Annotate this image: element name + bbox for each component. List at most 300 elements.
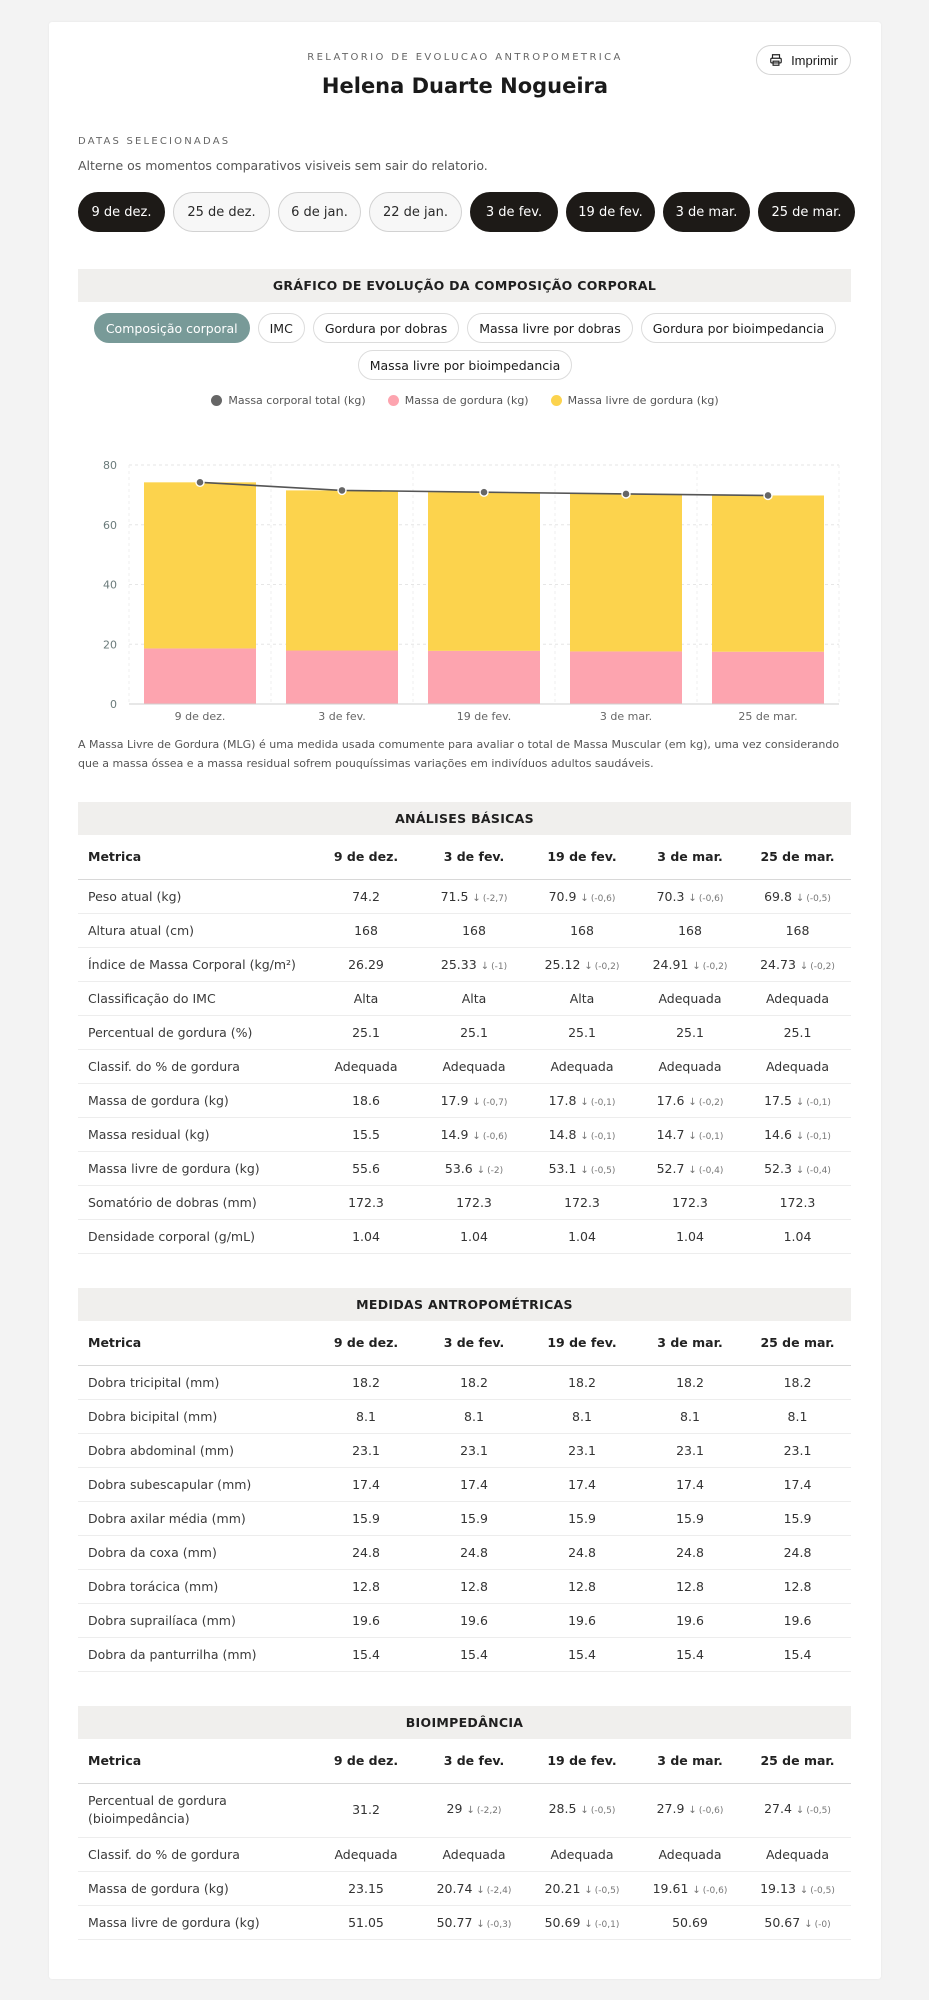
delta-value: (-0,1) [806, 1131, 831, 1142]
metric-value-cell [636, 1535, 744, 1569]
bio-heading: BIOIMPEDÂNCIA [78, 1706, 851, 1739]
metric-value-cell [744, 913, 851, 947]
metric-value-cell [420, 1467, 528, 1501]
table-row [78, 947, 851, 981]
metric-value: 15.4 [568, 1646, 596, 1662]
delta-value: (-0,2) [698, 1097, 724, 1108]
metric-value: 1.04 [676, 1228, 704, 1244]
delta-value: (-0,2) [810, 961, 835, 972]
date-chip[interactable]: 25 de mar. [758, 192, 855, 232]
metric-value-cell [528, 913, 636, 947]
metric-value-cell [312, 1083, 420, 1117]
date-chip[interactable]: 19 de fev. [566, 192, 655, 232]
delta-value: (-0,4) [698, 1165, 724, 1176]
metric-value-cell [420, 1535, 528, 1569]
metric-label: Dobra da coxa (mm) [78, 1535, 312, 1569]
metric-value-cell [744, 1783, 851, 1837]
table-row [78, 1433, 851, 1467]
column-header: 19 de fev. [528, 1321, 636, 1365]
metric-value: 172.3 [348, 1194, 384, 1210]
metric-value-cell [528, 1049, 636, 1083]
column-header: 25 de mar. [744, 1321, 851, 1365]
arrow-down-icon: ↓ [688, 1805, 697, 1816]
metric-value-cell [636, 1015, 744, 1049]
metric-value-cell [528, 947, 636, 981]
delta-value: (-0,5) [590, 1806, 616, 1816]
metric-value: 168 [785, 922, 810, 938]
metric-value-cell [312, 1433, 420, 1467]
metric-value-cell [744, 1365, 851, 1399]
delta-value: (-0,3) [486, 1919, 512, 1930]
table-row [78, 1151, 851, 1185]
metric-value-cell [312, 1015, 420, 1049]
metric-value: 18.2 [568, 1374, 596, 1390]
metric-value-cell [636, 1905, 744, 1939]
chart-tab[interactable]: IMC [258, 313, 305, 343]
metric-value-cell [744, 1399, 851, 1433]
metric-value: 70.9 [548, 888, 577, 904]
column-header: 25 de mar. [744, 1739, 851, 1783]
metric-value: 20.74 [436, 1880, 473, 1896]
delta-value: (-0,6) [702, 1885, 728, 1896]
metric-value-cell [420, 1083, 528, 1117]
print-label: Imprimir [791, 52, 838, 68]
metric-value: 172.3 [564, 1194, 600, 1210]
metric-label: Somatório de dobras (mm) [78, 1185, 312, 1219]
metric-label: Classif. do % de gordura [78, 1837, 312, 1871]
delta-value: (-2,2) [476, 1806, 502, 1816]
metric-value-cell [744, 1219, 851, 1253]
metric-value-cell [636, 1117, 744, 1151]
metric-value: Adequada [550, 1058, 614, 1074]
metric-label: Dobra subescapular (mm) [78, 1467, 312, 1501]
metric-value: 15.4 [783, 1646, 812, 1662]
column-header: 3 de mar. [636, 1321, 744, 1365]
metric-value: Alta [353, 990, 379, 1006]
metric-value: 23.1 [460, 1442, 488, 1458]
metric-value: 53.1 [548, 1160, 577, 1176]
metric-value: 19.6 [568, 1612, 596, 1628]
date-chip[interactable]: 6 de jan. [278, 192, 361, 232]
arrow-down-icon: ↓ [476, 1884, 485, 1896]
composition-chart [49, 432, 881, 732]
chart-tabs-row-1 [49, 313, 881, 343]
table-row [78, 1365, 851, 1399]
metric-value-cell [528, 1365, 636, 1399]
metric-value-cell [312, 1151, 420, 1185]
metric-value-cell [528, 981, 636, 1015]
bar-fat-free-mass [570, 494, 682, 651]
table-row [78, 1837, 851, 1871]
metric-value-cell [312, 1219, 420, 1253]
metric-value-cell [744, 1569, 851, 1603]
x-tick-label: 3 de mar. [599, 710, 653, 723]
metric-value: 18.2 [460, 1374, 488, 1390]
metric-value: 17.4 [783, 1476, 812, 1492]
metric-value: 50.77 [436, 1914, 473, 1930]
metric-value: 19.6 [460, 1612, 488, 1628]
metric-value-cell [312, 1117, 420, 1151]
metric-value: Alta [461, 990, 487, 1006]
report-eyebrow: RELATORIO DE EVOLUCAO ANTROPOMETRICA [307, 52, 623, 63]
metric-value: 17.4 [352, 1476, 380, 1492]
metric-value-cell [636, 1501, 744, 1535]
metric-label: Classificação do IMC [78, 981, 312, 1015]
metric-value: 52.3 [764, 1160, 792, 1176]
metric-value: 74.2 [352, 888, 380, 904]
metric-value: 17.4 [460, 1476, 488, 1492]
metric-value-cell [312, 1603, 420, 1637]
metric-value: 23.1 [676, 1442, 704, 1458]
metric-value: 15.9 [568, 1510, 596, 1526]
metric-value-cell [744, 1535, 851, 1569]
metric-value-cell [420, 1015, 528, 1049]
metric-value: 51.05 [348, 1914, 384, 1930]
metric-value: 15.9 [460, 1510, 488, 1526]
chart-tab[interactable]: Massa livre por dobras [467, 313, 633, 343]
table-row [78, 1905, 851, 1939]
metric-value: Adequada [334, 1058, 398, 1074]
metric-label: Dobra axilar média (mm) [78, 1501, 312, 1535]
arrow-down-icon: ↓ [688, 1130, 697, 1142]
metric-value: 24.8 [676, 1544, 704, 1560]
arrow-down-icon: ↓ [580, 1805, 589, 1816]
metric-value-cell [312, 1365, 420, 1399]
column-header: 9 de dez. [312, 1739, 420, 1783]
metric-value: 15.9 [676, 1510, 704, 1526]
arrow-down-icon: ↓ [804, 1918, 813, 1930]
metric-value: 31.2 [352, 1802, 380, 1817]
metric-value-cell [744, 1871, 851, 1905]
metric-value-cell [312, 981, 420, 1015]
metric-value-cell [744, 1501, 851, 1535]
metric-value: 15.4 [460, 1646, 488, 1662]
metric-value-cell [420, 879, 528, 913]
metric-value: 168 [570, 922, 594, 938]
arrow-down-icon: ↓ [580, 892, 589, 904]
table-row [78, 1535, 851, 1569]
column-header: 3 de fev. [420, 1321, 528, 1365]
metric-label: Massa de gordura (kg) [78, 1083, 312, 1117]
delta-value: (-0,5) [594, 1885, 620, 1896]
metric-value-cell [528, 1871, 636, 1905]
metric-value: 8.1 [680, 1408, 700, 1424]
metric-value-cell [420, 1049, 528, 1083]
metric-value: 26.29 [348, 956, 384, 972]
metric-value: 24.73 [760, 956, 796, 972]
metric-value: 17.4 [676, 1476, 704, 1492]
metric-value: Adequada [765, 990, 830, 1006]
x-tick-label: 3 de fev. [318, 710, 366, 723]
arrow-down-icon: ↓ [688, 892, 697, 904]
metric-value: Adequada [442, 1846, 506, 1862]
legend-swatch [388, 395, 399, 406]
metric-value: 53.6 [444, 1160, 473, 1176]
metric-value: 23.1 [352, 1442, 380, 1458]
metric-value: 12.8 [568, 1578, 596, 1594]
arrow-down-icon: ↓ [688, 1164, 697, 1176]
metric-value-cell [636, 1569, 744, 1603]
basic-table [78, 835, 851, 1254]
table-row [78, 1185, 851, 1219]
arrow-down-icon: ↓ [795, 892, 805, 904]
metric-value: 24.8 [568, 1544, 596, 1560]
metric-value-cell [528, 1433, 636, 1467]
arrow-down-icon: ↓ [795, 1805, 805, 1816]
metric-value-cell [528, 1837, 636, 1871]
metric-value-cell [420, 1219, 528, 1253]
metric-label: Dobra torácica (mm) [78, 1569, 312, 1603]
bar-fat-mass [144, 648, 256, 704]
metric-value: 55.6 [352, 1160, 380, 1176]
table-row [78, 1783, 851, 1837]
legend-label: Massa de gordura (kg) [404, 394, 529, 407]
metric-value-cell [744, 1185, 851, 1219]
metric-label: Massa livre de gordura (kg) [78, 1905, 312, 1939]
metric-value-cell [636, 1637, 744, 1671]
y-tick-label: 80 [103, 459, 117, 472]
date-chip[interactable]: 9 de dez. [78, 192, 165, 232]
chart-legend [49, 394, 881, 407]
metric-value: 18.2 [352, 1374, 380, 1390]
metric-value-cell [636, 913, 744, 947]
metric-value: 20.21 [544, 1880, 581, 1896]
metric-value-cell [420, 1871, 528, 1905]
metric-value: 24.8 [783, 1544, 812, 1560]
arrow-down-icon: ↓ [584, 1884, 593, 1896]
metric-value-cell [420, 1365, 528, 1399]
metric-value: 12.8 [676, 1578, 704, 1594]
metric-value: 19.6 [352, 1612, 380, 1628]
metric-value: 50.69 [672, 1914, 708, 1930]
metric-value-cell [528, 1185, 636, 1219]
metric-value: Adequada [765, 1846, 830, 1862]
arrow-down-icon: ↓ [480, 960, 490, 972]
delta-value: (-0,5) [806, 893, 831, 904]
table-row [78, 1049, 851, 1083]
bar-fat-free-mass [286, 490, 398, 650]
delta-value: (-0,2) [594, 961, 620, 972]
metric-value-cell [528, 1905, 636, 1939]
metric-value: 8.1 [787, 1408, 808, 1424]
metric-value-cell [636, 1603, 744, 1637]
metric-value: 23.1 [568, 1442, 596, 1458]
delta-value: (-0,6) [590, 893, 616, 904]
metric-label: Massa livre de gordura (kg) [78, 1151, 312, 1185]
metric-value-cell [312, 1399, 420, 1433]
metric-label: Dobra abdominal (mm) [78, 1433, 312, 1467]
total-mass-point [622, 490, 630, 498]
total-mass-point [338, 486, 346, 494]
delta-value: (-0,1) [590, 1097, 616, 1108]
metric-value: 52.7 [656, 1160, 685, 1176]
metric-value-cell [636, 1837, 744, 1871]
arrow-down-icon: ↓ [472, 1130, 481, 1142]
metric-value: 1.04 [352, 1228, 380, 1244]
metric-value: 17.6 [656, 1092, 685, 1108]
delta-value: (-0,6) [482, 1131, 508, 1142]
table-row [78, 1501, 851, 1535]
metric-value-cell [312, 1535, 420, 1569]
chart-tab[interactable]: Massa livre por bioimpedancia [358, 350, 573, 380]
chart-tab[interactable]: Composição corporal [94, 313, 250, 343]
metric-value-cell [636, 1083, 744, 1117]
metric-value-cell [420, 1603, 528, 1637]
metric-label: Dobra bicipital (mm) [78, 1399, 312, 1433]
metric-value: 50.67 [764, 1914, 801, 1930]
delta-value: (-0,1) [806, 1097, 831, 1108]
metric-value-cell [420, 1569, 528, 1603]
metric-value-cell [420, 1185, 528, 1219]
metric-value: 17.9 [440, 1092, 469, 1108]
y-tick-label: 40 [103, 578, 117, 592]
metric-value: 18.2 [783, 1374, 812, 1390]
metric-value: 71.5 [440, 888, 469, 904]
chart-tab[interactable]: Gordura por bioimpedancia [641, 313, 836, 343]
column-header: Metrica [78, 835, 312, 879]
metric-value: 25.1 [352, 1024, 380, 1040]
x-tick-label: 9 de dez. [174, 710, 226, 723]
report-card [49, 22, 881, 1979]
dates-description: Alterne os momentos comparativos visiveis sem sair do relatorio. [78, 158, 488, 173]
total-mass-point [764, 491, 772, 499]
metric-value-cell [420, 981, 528, 1015]
legend-item[interactable] [211, 394, 365, 407]
metric-value: 15.9 [352, 1510, 380, 1526]
metric-value: 15.9 [783, 1510, 812, 1526]
arrow-down-icon: ↓ [476, 1918, 485, 1930]
arrow-down-icon: ↓ [795, 1096, 805, 1108]
metric-value: 23.15 [348, 1880, 384, 1896]
chart-tab[interactable]: Gordura por dobras [313, 313, 459, 343]
total-mass-point [196, 478, 204, 486]
metric-value: 24.8 [352, 1544, 380, 1560]
metric-value-cell [744, 1151, 851, 1185]
metric-label: Classif. do % de gordura [78, 1049, 312, 1083]
anthro-heading: MEDIDAS ANTROPOMÉTRICAS [78, 1288, 851, 1321]
metric-value-cell [312, 1501, 420, 1535]
metric-label: Dobra tricipital (mm) [78, 1365, 312, 1399]
anthro-table [78, 1321, 851, 1672]
metric-value: 168 [678, 922, 702, 938]
metric-value-cell [312, 879, 420, 913]
metric-value-cell [528, 879, 636, 913]
basic-heading: ANÁLISES BÁSICAS [78, 802, 851, 835]
metric-value: 69.8 [764, 888, 792, 904]
date-chip[interactable]: 22 de jan. [369, 192, 462, 232]
metric-value-cell [420, 947, 528, 981]
metric-value-cell [312, 1185, 420, 1219]
metric-value-cell [312, 1569, 420, 1603]
metric-value-cell [528, 1535, 636, 1569]
metric-value-cell [312, 913, 420, 947]
metric-value: 25.33 [440, 956, 477, 972]
metric-value: 18.2 [676, 1374, 704, 1390]
date-chip[interactable]: 3 de fev. [470, 192, 558, 232]
metric-value-cell [744, 981, 851, 1015]
bio-table [78, 1739, 851, 1940]
arrow-down-icon: ↓ [795, 1164, 805, 1176]
column-header: 3 de fev. [420, 1739, 528, 1783]
metric-value: 25.12 [544, 956, 581, 972]
metric-value: 8.1 [464, 1408, 484, 1424]
delta-value: (-0,1) [590, 1131, 616, 1142]
metric-value-cell [420, 1117, 528, 1151]
metric-label: Índice de Massa Corporal (kg/m²) [78, 947, 312, 981]
column-header: 25 de mar. [744, 835, 851, 879]
metric-value: 172.3 [779, 1194, 816, 1210]
metric-value-cell [312, 1837, 420, 1871]
legend-label: Massa corporal total (kg) [228, 394, 366, 407]
legend-item[interactable] [388, 394, 529, 407]
arrow-down-icon: ↓ [584, 1918, 593, 1930]
metric-value: 1.04 [568, 1228, 596, 1244]
metric-value-cell [744, 947, 851, 981]
metric-value: 14.8 [548, 1126, 577, 1142]
metric-value-cell [528, 1569, 636, 1603]
delta-value: (-0,5) [590, 1165, 616, 1176]
metric-value: 25.1 [783, 1024, 812, 1040]
metric-value-cell [744, 1837, 851, 1871]
column-header: 9 de dez. [312, 1321, 420, 1365]
date-chip[interactable]: 25 de dez. [173, 192, 270, 232]
metric-label: Dobra da panturrilha (mm) [78, 1637, 312, 1671]
column-header: Metrica [78, 1739, 312, 1783]
arrow-down-icon: ↓ [799, 960, 809, 972]
arrow-down-icon: ↓ [472, 1096, 481, 1108]
metric-value: 19.13 [760, 1880, 796, 1896]
legend-label: Massa livre de gordura (kg) [567, 394, 719, 407]
total-mass-point [480, 488, 488, 496]
metric-label: Massa de gordura (kg) [78, 1871, 312, 1905]
metric-value: 15.4 [352, 1646, 380, 1662]
metric-value: 19.61 [652, 1880, 689, 1896]
metric-value: 24.8 [460, 1544, 488, 1560]
metric-value: 25.1 [460, 1024, 488, 1040]
bar-fat-free-mass [144, 482, 256, 648]
metric-value: 1.04 [460, 1228, 488, 1244]
y-tick-label: 20 [103, 638, 117, 652]
metric-value-cell [528, 1637, 636, 1671]
metric-value: Adequada [334, 1846, 398, 1862]
metric-value-cell [528, 1399, 636, 1433]
metric-value: Adequada [658, 1058, 722, 1074]
metric-value-cell [636, 1783, 744, 1837]
legend-item[interactable] [551, 394, 719, 407]
delta-value: (-0,6) [698, 893, 724, 904]
arrow-down-icon: ↓ [692, 1884, 701, 1896]
metric-value-cell [312, 1637, 420, 1671]
metric-value: 17.4 [568, 1476, 596, 1492]
legend-swatch [551, 395, 562, 406]
delta-value: (-0,1) [698, 1131, 724, 1142]
column-header: Metrica [78, 1321, 312, 1365]
metric-value-cell [744, 1083, 851, 1117]
metric-value: 15.5 [352, 1126, 380, 1142]
metric-value-cell [312, 1049, 420, 1083]
metric-label: Densidade corporal (g/mL) [78, 1219, 312, 1253]
metric-label: Percentual de gordura (%) [78, 1015, 312, 1049]
delta-value: (-0,7) [482, 1097, 508, 1108]
metric-value-cell [744, 1049, 851, 1083]
delta-value: (-2,4) [486, 1885, 512, 1896]
date-chip[interactable]: 3 de mar. [663, 192, 750, 232]
column-header: 19 de fev. [528, 1739, 636, 1783]
metric-value-cell [420, 1399, 528, 1433]
metric-label: Altura atual (cm) [78, 913, 312, 947]
arrow-down-icon: ↓ [580, 1164, 589, 1176]
metric-value: 24.91 [652, 956, 689, 972]
